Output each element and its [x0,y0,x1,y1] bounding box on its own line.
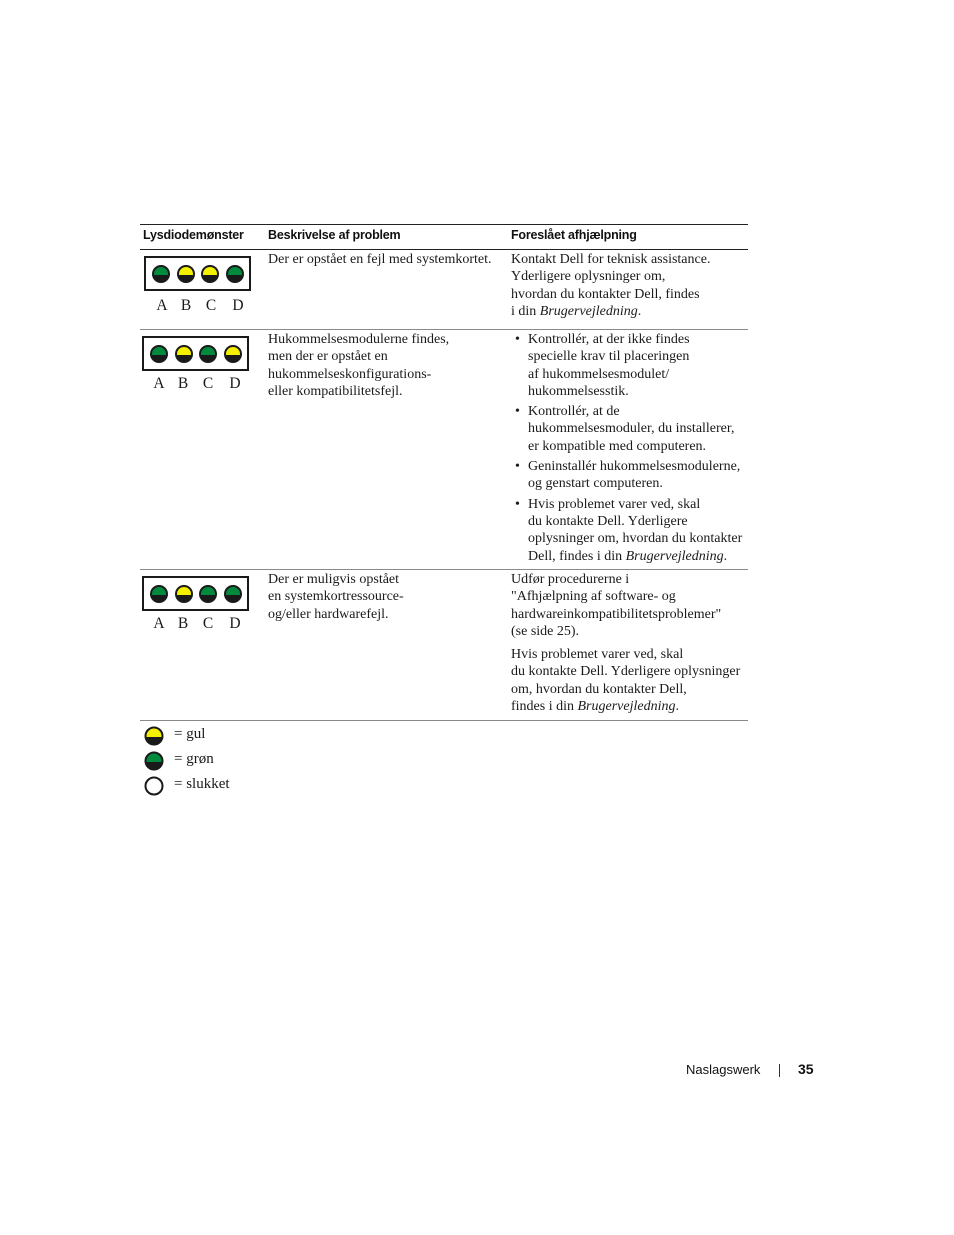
suggested-solution [511,331,747,568]
legend-item-yellow [143,725,343,747]
led-letter-a: A [156,297,168,314]
solution-paragraph: Hvis problemet varer ved, skal du kontakte Dell. Yderligere oplysninger om, hvordan du kontakter Dell, findes i din Brugervejledning. [511,647,741,715]
led-panel [144,256,251,291]
green-led-icon [143,750,165,772]
legend-item-green [143,750,343,772]
manual-reference: Brugervejledning [539,303,638,319]
footer-separator [779,1064,780,1077]
off-led-icon [143,775,165,797]
solution-paragraph: Udfør procedurerne i "Afhjælpning af software- og hardwareinkompatibilitetsproblemer" (se side 25). [511,572,722,639]
bullet: • [515,496,520,512]
led-letter-c: C [202,375,214,392]
led-letter-d: D [229,615,241,632]
led-indicators [144,338,248,370]
table-row [140,250,748,330]
led-panel [142,336,249,371]
suggested-solution: Kontakt Dell for teknisk assistance. Yderligere oplysninger om, hvordan du kontakter Dell, findes i din Brugervejledning. [511,252,711,319]
led-letter-b: B [177,615,189,632]
led-letter-d: D [232,297,244,314]
suggested-solution [511,571,747,721]
list-item: • Geninstallér hukommelsesmodulerne, og genstart computeren. [515,459,741,492]
header-description: Beskrivelse af problem [268,228,401,242]
legend-item-off [143,775,343,797]
off-led-icon [146,778,163,795]
led-letter-a: A [153,615,165,632]
bullet: • [515,404,520,420]
led-indicators [146,258,250,290]
led-panel [142,576,249,611]
table-header [140,224,748,250]
solution-list [511,331,747,565]
manual-reference: Brugervejledning [577,699,676,715]
led-letter-c: C [202,615,214,632]
legend-label: = grøn [174,751,214,767]
header-solution: Foreslået afhjælpning [511,228,637,242]
header-pattern: Lysdiodemønster [143,228,244,242]
table-row [140,570,748,721]
led-letter-c: C [205,297,217,314]
problem-description: Hukommelsesmodulerne findes, men der er opstået en hukommelseskonfigurations- eller kompatibilitetsfejl. [268,332,450,399]
led-letter-a: A [153,375,165,392]
table-top-rule [140,224,748,225]
list-item: • Kontrollér, at de hukommelsesmoduler, du installerer, er kompatible med computeren. [515,404,735,454]
list-item: • Hvis problemet varer ved, skal du kontakte Dell. Yderligere oplysninger om, hvordan du kontakter Dell, findes i din Brugervejledning. [515,496,743,564]
yellow-led-icon [143,725,165,747]
led-letter-b: B [177,375,189,392]
led-letter-b: B [180,297,192,314]
bullet: • [515,332,520,347]
section-name: Naslagswerk [686,1062,761,1077]
manual-reference: Brugervejledning [625,548,724,564]
page-number: 35 [798,1061,814,1077]
led-indicators [144,578,248,610]
list-item: • Kontrollér, at der ikke findes specielle krav til placeringen af hukommelsesmodulet/ hukommelsesstik. [515,332,690,399]
bullet: • [515,459,520,475]
problem-description: Der er opstået en fejl med systemkortet. [268,252,492,267]
table-row [140,330,748,570]
problem-description: Der er muligvis opstået en systemkortressource- og/eller hardwarefejl. [268,572,404,622]
page-footer [686,1061,826,1081]
legend-label: = gul [174,726,206,742]
led-letter-d: D [229,375,241,392]
legend-label: = slukket [174,776,230,792]
